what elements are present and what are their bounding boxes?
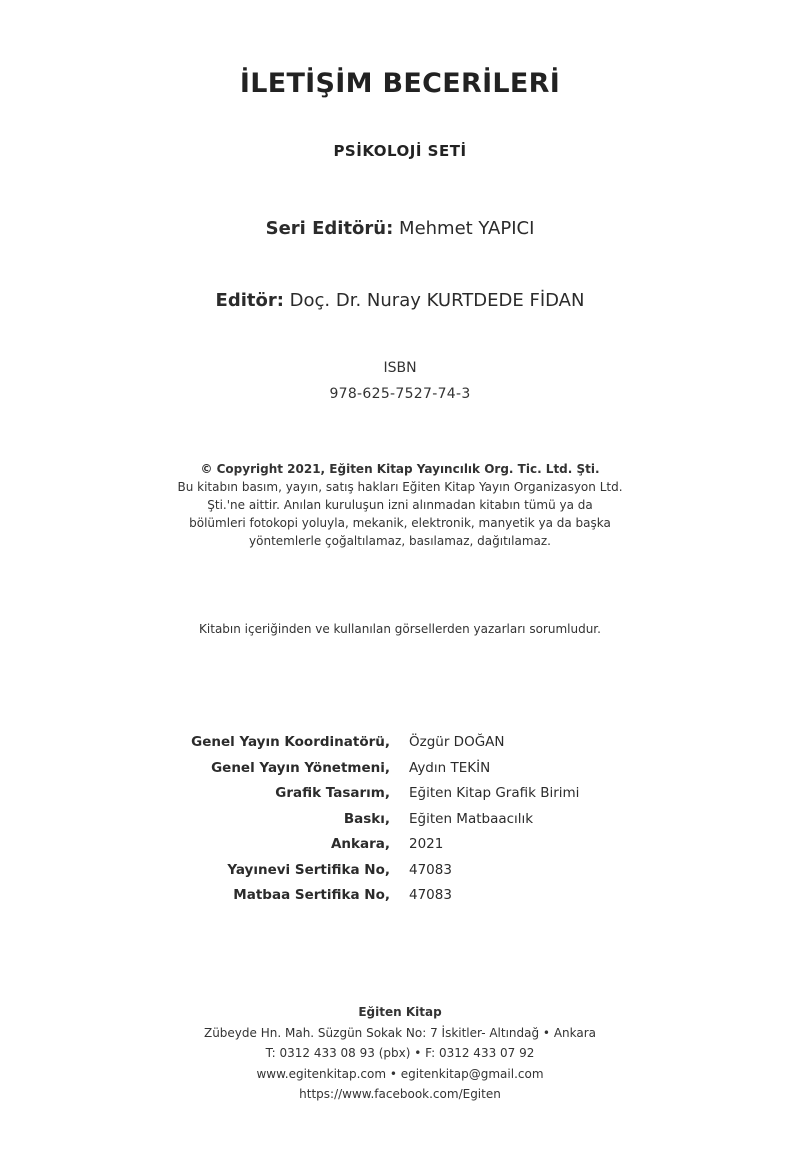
isbn-value: 978-625-7527-74-3 [329,386,471,402]
copyright-block [0,460,800,550]
credit-value: 47083 [409,887,452,903]
publisher-name: Eğiten Kitap [358,1005,442,1019]
credit-label: Matbaa Sertifika No, [233,887,390,903]
credit-row [0,760,800,786]
credit-value: Eğiten Matbaacılık [409,810,534,827]
series-name: PSİKOLOJİ SETİ [333,142,467,160]
credit-row [0,836,800,862]
series-editor [0,218,800,239]
isbn-label: ISBN [383,360,417,376]
publisher-facebook: https://www.facebook.com/Egiten [299,1087,501,1101]
credit-label: Baskı, [343,810,390,827]
book-title: İLETİŞİM BECERİLERİ [239,68,561,99]
copyright-line: Şti.'ne aittir. Anılan kuruluşun izni alınmadan kitabın tümü ya da [207,498,593,512]
publisher-web-email: www.egitenkitap.com • egitenkitap@gmail.com [256,1066,544,1081]
credit-row [0,734,800,760]
credit-label: Grafik Tasarım, [275,785,390,801]
publisher-info [0,1002,800,1105]
credit-row [0,811,800,837]
credits-list [0,734,800,913]
editor [0,290,800,311]
credit-value: Eğiten Kitap Grafik Birimi [409,785,580,801]
credit-label: Yayınevi Sertifika No, [227,861,390,878]
copyright-line: Bu kitabın basım, yayın, satış hakları Eğiten Kitap Yayın Organizasyon Ltd. [177,480,623,494]
credit-row [0,785,800,811]
publisher-phone: T: 0312 433 08 93 (pbx) • F: 0312 433 07 92 [265,1046,535,1060]
credit-row [0,862,800,888]
editor-label: Editör: [215,290,284,311]
credit-label: Ankara, [330,836,390,852]
credit-value: 2021 [409,836,444,852]
publisher-address: Zübeyde Hn. Mah. Süzgün Sokak No: 7 İskitler- Altındağ • Ankara [203,1025,597,1040]
credit-value: Özgür DOĞAN [409,734,505,750]
credit-value: Aydın TEKİN [409,759,491,776]
copyright-heading: © Copyright 2021, Eğiten Kitap Yayıncılık Org. Tic. Ltd. Şti. [200,462,600,476]
series-editor-value: Mehmet YAPICI [393,218,535,239]
credit-value: 47083 [409,861,452,878]
responsibility-note: Kitabın içeriğinden ve kullanılan görsellerden yazarları sorumludur. [199,622,601,636]
copyright-line: bölümleri fotokopi yoluyla, mekanik, elektronik, manyetik ya da başka [189,516,611,530]
editor-value: Doç. Dr. Nuray KURTDEDE FİDAN [283,290,585,311]
credit-row [0,887,800,913]
copyright-line: yöntemlerle çoğaltılamaz, basılamaz, dağıtılamaz. [249,534,551,548]
credit-label: Genel Yayın Yönetmeni, [211,759,390,776]
credit-label: Genel Yayın Koordinatörü, [191,734,390,750]
series-editor-label: Seri Editörü: [265,218,394,239]
